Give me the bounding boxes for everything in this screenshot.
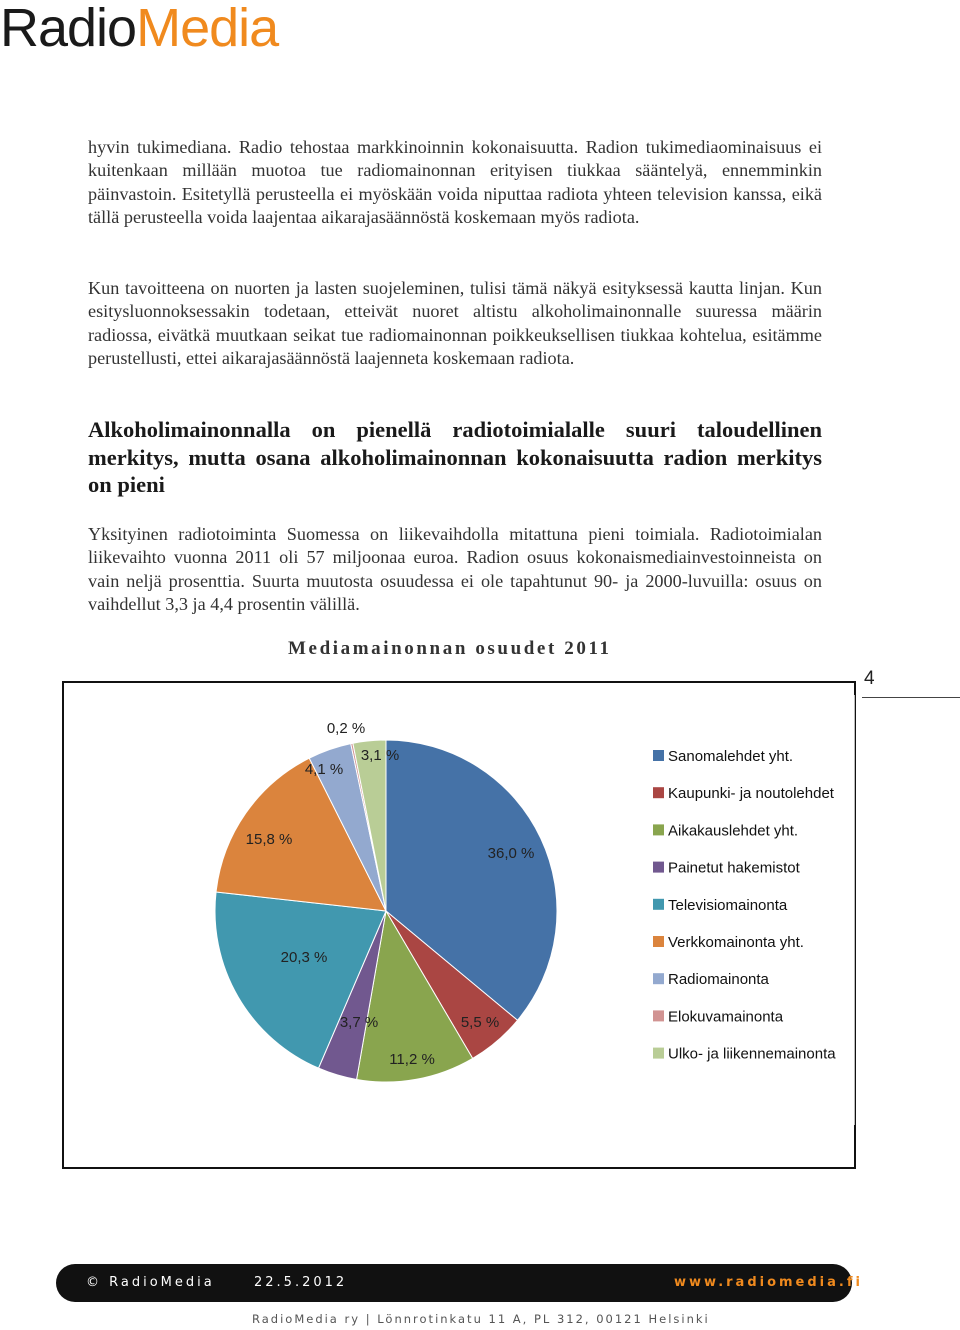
- legend-label-7: Radiomainonta: [668, 971, 769, 989]
- footer-url-link[interactable]: www.radiomedia.fi: [674, 1275, 863, 1290]
- page-number-rule: [862, 697, 960, 698]
- section-heading: Alkoholimainonnalla on pienellä radiotoimialalle suuri taloudellinen merkitys, mutta osana alkoholimainonnan kokonaisuutta radion merkitys on pieni: [88, 417, 822, 497]
- legend-label-6: Verkkomainonta yht.: [668, 934, 804, 951]
- pie-data-label-8: 0,2 %: [326, 720, 366, 737]
- radiomedia-logo: RadioMedia: [0, 0, 279, 58]
- legend-label-2: Kaupunki- ja noutolehdet: [668, 785, 834, 803]
- legend-swatch-4: [653, 862, 664, 873]
- legend-swatch-3: [653, 824, 664, 835]
- legend-swatch-9: [653, 1048, 664, 1059]
- pie-chart-frame: [62, 681, 856, 1169]
- legend-swatch-2: [653, 787, 664, 798]
- pie-data-label-5: 20,3 %: [280, 949, 328, 966]
- pie-data-label-6: 15,8 %: [245, 831, 293, 848]
- footer-bar: [56, 1264, 863, 1302]
- pie-data-label-1: 36,0 %: [487, 845, 535, 862]
- body-paragraph-3: Yksityinen radiotoiminta Suomessa on liikevaihdolla mitattuna pieni toimiala. Radiotoimialan liikevaihto vuonna 2011 oli 57 miljoonaa euroa. Radion osuus kokonaismediainvestoinneista on vain neljä prosenttia. Suurta muutosta osuudessa ei ole tapahtunut 90- ja 2000-luvuilla: osuus on vaihdellut 3,3 ja 4,4 prosentin välillä.: [88, 524, 822, 615]
- legend-label-1: Sanomalehdet yht.: [668, 748, 794, 765]
- legend-swatch-8: [653, 1010, 664, 1021]
- legend-swatch-6: [653, 936, 664, 947]
- pie-data-label-3: 11,2 %: [389, 1051, 435, 1068]
- footer-date: 22.5.2012: [254, 1275, 348, 1290]
- page-number: 4: [864, 668, 875, 689]
- body-paragraph-2: Kun tavoitteena on nuorten ja lasten suojeleminen, tulisi tämä näkyä esityksessä kautta linjan. Kun esitysluonnoksessakin todetaan, etteivät nuoret altistu alkoholimainonnalle suuressa määrin radiossa, eivätkä muutkaan seikat tue radiomainonnan poikkeuksellisen tiukkaa kohtelua, esitämme perustellusti, ettei aikarajasäännöstä laajenneta koskemaan radiota.: [88, 278, 822, 369]
- legend-swatch-7: [653, 973, 664, 984]
- footer-address: RadioMedia ry | Lönnrotinkatu 11 A, PL 312, 00121 Helsinki: [252, 1312, 710, 1326]
- pie-data-label-9: 3,1 %: [360, 747, 400, 764]
- chart-title: Mediamainonnan osuudet 2011: [288, 638, 612, 659]
- legend-label-9: Ulko- ja liikennemainonta: [668, 1045, 836, 1063]
- pie-data-label-7: 4,1 %: [304, 761, 344, 778]
- legend-label-8: Elokuvamainonta: [668, 1008, 784, 1026]
- pie-data-label-2: 5,5 %: [460, 1014, 500, 1031]
- legend-label-5: Televisiomainonta: [668, 896, 788, 914]
- frame-divider: [854, 695, 855, 1125]
- legend-label-4: Painetut hakemistot: [668, 859, 800, 877]
- legend-label-3: Aikakauslehdet yht.: [668, 822, 799, 840]
- body-paragraph-1: hyvin tukimediana. Radio tehostaa markkinoinnin kokonaisuutta. Radion tukimediaominaisuus ei kuitenkaan millään muotoa tue radiomainonnan erityisen tiukkaa sääntelyä, ennemminkin päinvastoin. Esitetyllä perusteella ei myöskään voida niputtaa radiota yhteen television kanssa, eikä tällä perusteella voida laajentaa aikarajasäännöstä koskemaan myös radiota.: [88, 137, 822, 228]
- pie-chart: [64, 683, 854, 1167]
- footer-copyright: © RadioMedia: [86, 1275, 215, 1290]
- legend-swatch-1: [653, 750, 664, 761]
- legend-swatch-5: [653, 899, 664, 910]
- pie-data-label-4: 3,7 %: [339, 1014, 379, 1031]
